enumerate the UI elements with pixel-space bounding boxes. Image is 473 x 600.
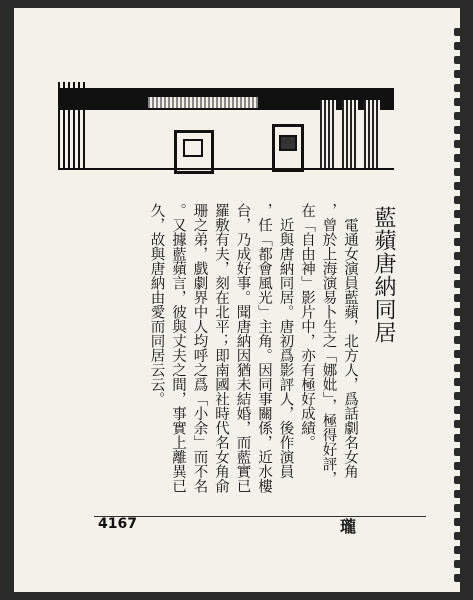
footer-mark: 瓏	[340, 517, 357, 536]
banner-column	[342, 100, 358, 170]
document-page	[14, 8, 460, 592]
text-line: 電通女演員藍蘋，北方人，爲話劇名女角	[342, 203, 358, 479]
text-line: 在「自由神」影片中，亦有極好成績。	[299, 203, 315, 450]
text-line: 羅敷有夫，刻在北平；即南國社時代名女角俞	[213, 203, 229, 493]
text-line: 。又據藍蘋言，彼與丈夫之間，事實上離異已	[170, 203, 186, 493]
article-title: 藍蘋唐納同居	[371, 206, 396, 344]
text-line: 近與唐納同居。唐初爲影評人，後作演員	[277, 203, 294, 479]
text-line: ，曾於上海演易卜生之「娜妣」，極得好評，	[320, 203, 337, 486]
text-line: ，任「都會風光」主角。因同事關係，近水樓	[256, 203, 272, 493]
article-body	[145, 203, 360, 503]
banner-column	[364, 100, 380, 170]
header-illustration	[58, 80, 394, 172]
page-number: 4167	[98, 516, 137, 532]
binding-holes	[452, 28, 460, 588]
footer-rule	[94, 516, 426, 517]
text-line: 久，故與唐納由愛而同居云云。	[148, 203, 165, 406]
banner-baseline	[58, 168, 394, 170]
projector-illustration	[272, 124, 304, 172]
text-line: 珊之弟，戲劇界中人均呼之爲「小余」而不名	[191, 203, 208, 493]
banner-column	[320, 100, 336, 170]
banner-pattern	[148, 97, 258, 108]
text-line: 台，乃成好事。聞唐納因猶未結婚，而藍實已	[234, 203, 251, 493]
